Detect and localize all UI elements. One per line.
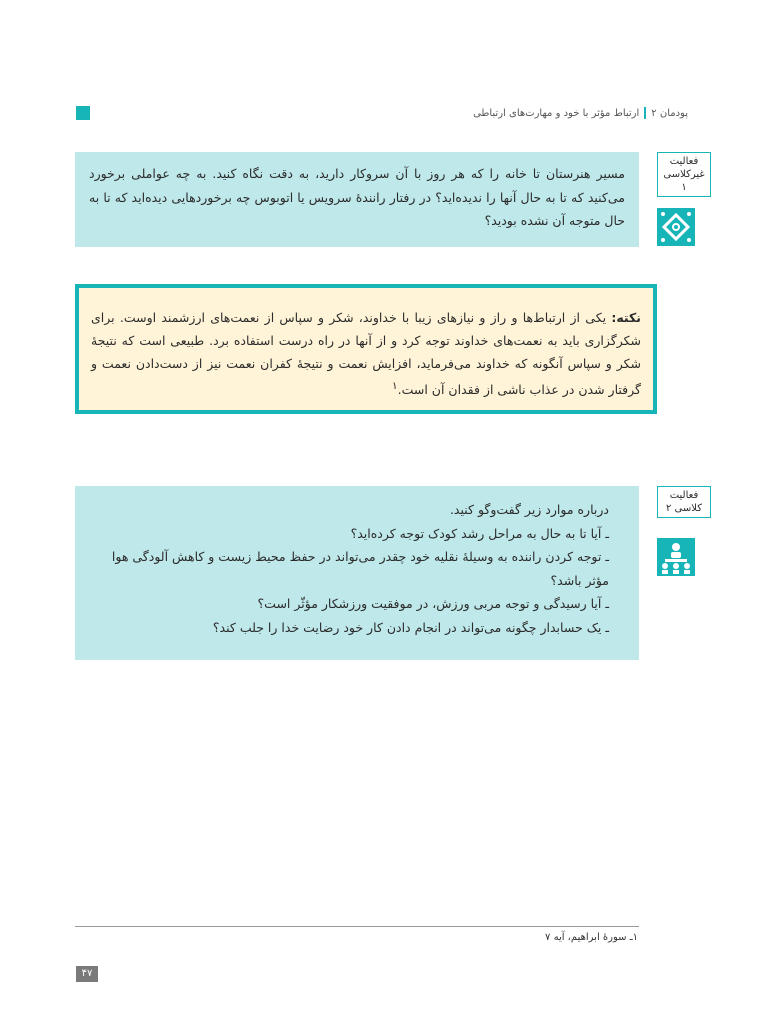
- activity-2-label-line2: کلاسی ۲: [666, 503, 702, 514]
- ornament-icon: [657, 208, 695, 246]
- activity-1-label: [657, 152, 711, 197]
- footnote-divider: [75, 926, 639, 927]
- activity-2-content: [89, 498, 609, 639]
- activity-2-label-line1: فعالیت: [669, 490, 699, 501]
- note-label: نکته:: [611, 310, 641, 325]
- list-item: ـ آیا رسیدگی و توجه مربی ورزش، در موفقیت ورزشکار مؤثّر است؟: [257, 596, 609, 611]
- header-divider: [644, 107, 646, 119]
- activity-1-box: [75, 152, 639, 247]
- list-item: ـ آیا تا به حال به مراحل رشد کودک توجه کرده‌اید؟: [350, 525, 609, 541]
- module-title: ارتباط مؤثر با خود و مهارت‌های ارتباطی: [473, 107, 640, 119]
- page-number: ۴۷: [76, 966, 98, 982]
- group-discussion-icon: [657, 538, 695, 576]
- running-header: [78, 104, 688, 122]
- activity-1-text: مسیر هنرستان تا خانه را که هر روز با آن سروکار دارید، به دقت نگاه کنید. به چه عواملی برخورد می‌کنید که تا به حال آنها را ندیده‌اید؟ در رفتار رانندۀ سرویس یا اتوبوس چه برخوردهایی دیده‌اید که تا به حال متوجه آن نشده بودید؟: [89, 166, 625, 228]
- module-label: پودمان ۲: [651, 107, 688, 119]
- activity-2-box: [75, 486, 639, 660]
- note-box: [75, 284, 657, 414]
- activity-2-label: [657, 486, 711, 518]
- list-item: ـ توجه کردن راننده به وسیلۀ نقلیه خود چقدر می‌تواند در حفظ محیط زیست و کاهش آلودگی هوا مؤثر باشد؟: [111, 549, 609, 588]
- footnote: ۱ـ سورۀ ابراهیم، آیه ۷: [545, 932, 638, 943]
- list-item: ـ یک حسابدار چگونه می‌تواند در انجام دادن کار خود رضایت خدا را جلب کند؟: [212, 619, 609, 635]
- note-text: [91, 306, 641, 401]
- activity-1-label-line1: فعالیت: [669, 156, 699, 167]
- footnote-ref[interactable]: ۱: [392, 380, 398, 392]
- activity-1-label-line3: ۱: [681, 182, 687, 193]
- activity-2-intro: درباره موارد زیر گفت‌وگو کنید.: [449, 502, 609, 517]
- note-body: یکی از ارتباط‌ها و راز و نیازهای زیبا با خداوند، شکر و سپاس از نعمت‌های ارزشمند اوست. برای شکرگزاری باید به نعمت‌های خداوند توجه کرد و از آنها در راه درست استفاده برد. طبیعی است که نتیجۀ شکر و سپاس آنگونه که خداوند می‌فرماید، افزایش نعمت و نتیجۀ کفران نعمت نیز از دست‌دادن نعمت و گرفتار شدن در عذاب ناشی از فقدان آن است.: [91, 310, 641, 398]
- activity-1-label-line2: غیرکلاسی: [663, 169, 705, 180]
